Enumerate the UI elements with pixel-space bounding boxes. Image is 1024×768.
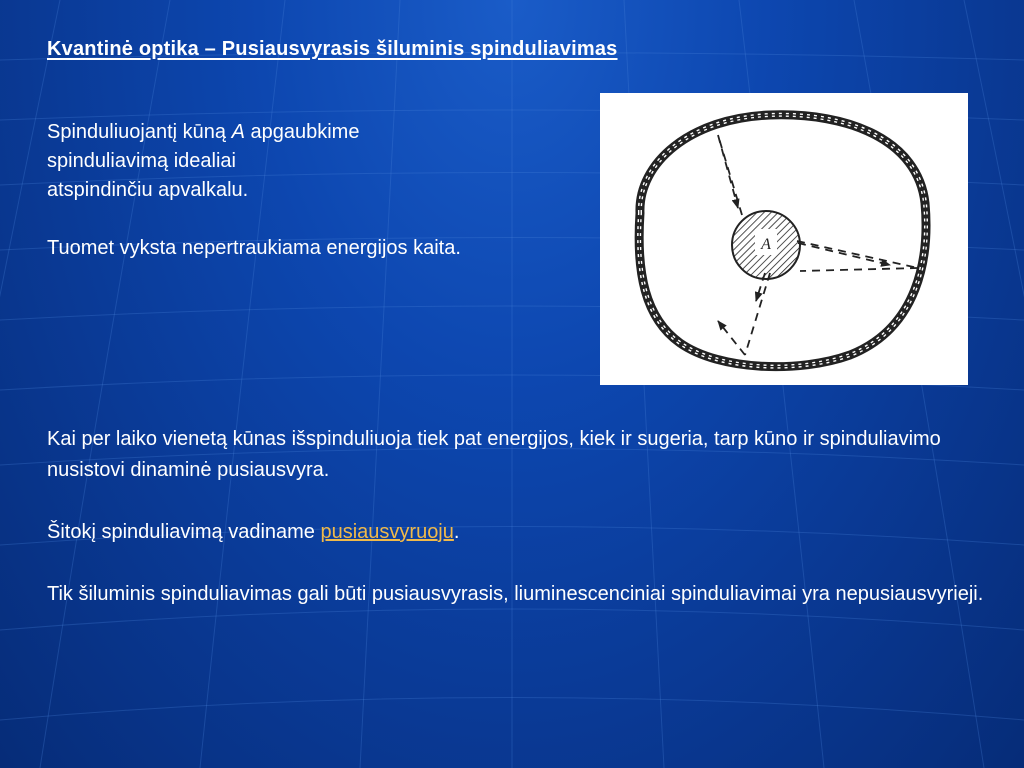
paragraph-thermal: Tik šiluminis spinduliavimas gali būti pusiausvyrasis, liuminescenciniai spinduliavimai yra nepusiausvyrieji. (47, 583, 984, 605)
intro-line-4: Tuomet vyksta nepertraukiama energijos kaita. (47, 237, 461, 259)
intro-line-1 (47, 118, 587, 147)
body-a-label: A (761, 236, 771, 253)
body-a-reference: A (231, 121, 245, 143)
cavity-diagram (600, 93, 968, 385)
intro-line-1-start: Spinduliuojantį kūną (47, 121, 232, 143)
paragraph-definition (47, 517, 1012, 548)
cavity-diagram-svg (600, 93, 968, 385)
intro-line-2: spinduliavimą idealiai (47, 150, 236, 172)
intro-text (47, 118, 587, 263)
intro-line-1-end: apgaubkime (244, 121, 360, 143)
equilibrium-link[interactable]: pusiausvyruoju (320, 521, 454, 543)
intro-line-3: atspindinčiu apvalkalu. (47, 179, 249, 201)
paragraph-definition-start: Šitokį spinduliavimą vadiname (47, 521, 321, 543)
body-text (47, 424, 1012, 610)
paragraph-definition-end: . (453, 521, 460, 543)
paragraph-equilibrium: Kai per laiko vienetą kūnas išspinduliuoja tiek pat energijos, kiek ir sugeria, tarp kūno ir spinduliavimo nusistovi dinaminė pusiausvyra. (47, 428, 941, 481)
slide-title: Kvantinė optika – Pusiausvyrasis šiluminis spinduliavimas (47, 38, 618, 60)
